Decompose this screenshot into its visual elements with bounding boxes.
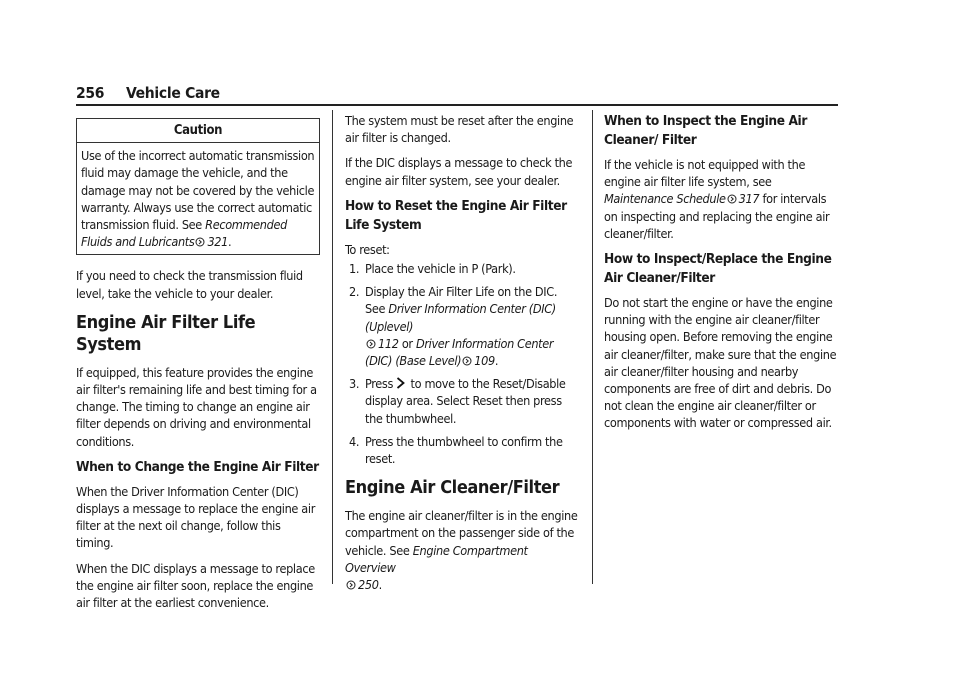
subsection-title-replace: How to Inspect/Replace the Engine Air Cleaner/Filter	[604, 251, 832, 287]
paragraph-text: for intervals on inspecting and replacing the engine air cleaner/filter.	[604, 191, 830, 241]
maintenance-schedule-page[interactable]: 317	[738, 191, 760, 207]
step-text: Place the vehicle in P (Park).	[365, 261, 516, 277]
paragraph-air-filter-intro: If equipped, this feature provides the engine air filter's remaining life and best timing for a change. The timing to change an engine air filter depends on driving and environmental conditions.	[76, 364, 317, 449]
column-left	[76, 112, 320, 619]
list-item	[345, 375, 580, 427]
paragraph-to-reset: To reset:	[345, 241, 390, 257]
paragraph-air-cleaner	[345, 507, 580, 593]
step-text: to move to the Reset/Disable display area. Select Reset then press the thumbwheel.	[365, 376, 566, 426]
paragraph-change-2: When the DIC displays a message to replace the engine air filter soon, replace the engine air filter at the earliest convenience.	[76, 560, 315, 611]
page-title: Vehicle Care	[126, 84, 220, 102]
step-text: Press	[365, 376, 397, 392]
paragraph-if-dic: If the DIC displays a message to check the engine air filter system, see your dealer.	[345, 155, 573, 188]
caution-box	[76, 118, 320, 255]
page-reference-icon	[366, 339, 376, 349]
step-number: 2.	[349, 284, 360, 300]
subsection-title-reset: How to Reset the Engine Air Filter Life System	[345, 197, 567, 233]
step-link-page[interactable]: 112	[378, 335, 399, 351]
caution-title: Caution	[77, 119, 319, 143]
column-right	[604, 112, 840, 440]
page-reference-icon	[346, 580, 356, 590]
paragraph-inspect	[604, 156, 840, 242]
caution-text: Use of the incorrect automatic transmission fluid may damage the vehicle, and the damage may not be covered by the vehicle warranty. Always use the correct automatic transmission fluid. See	[81, 148, 315, 233]
page-header	[76, 82, 838, 106]
paragraph-reset-after: The system must be reset after the engine air filter is changed.	[345, 113, 574, 146]
page-reference-icon	[462, 356, 472, 366]
engine-compartment-page[interactable]: 250	[358, 577, 379, 593]
step-number: 4.	[349, 433, 360, 449]
page-number: 256	[76, 84, 105, 102]
step-number: 1.	[349, 261, 360, 277]
paragraph-replace: Do not start the engine or have the engine running with the engine air cleaner/filter housing open. Before removing the engine air cleaner/filter, make sure that the engine air cleaner/filter housing and nearby components are free of dirt and debris. Do not clean the engine air cleaner/filter or components with water or compressed air.	[604, 295, 837, 431]
page-reference-icon	[195, 237, 205, 247]
paragraph-text: The engine air cleaner/filter is in the engine compartment on the passenger side of the vehicle. See	[345, 508, 578, 558]
step-link-uplevel[interactable]: Driver Information Center (DIC) (Uplevel)	[365, 301, 556, 334]
list-item	[345, 260, 580, 277]
section-title-air-filter-life: Engine Air Filter Life System	[76, 311, 256, 355]
column-divider	[592, 110, 593, 584]
caution-link[interactable]: Recommended Fluids and Lubricants	[81, 217, 287, 250]
maintenance-schedule-link[interactable]: Maintenance Schedule	[604, 191, 726, 207]
list-item	[345, 433, 580, 467]
page-reference-icon	[727, 194, 737, 204]
chevron-right-icon	[396, 377, 405, 389]
subsection-title-inspect: When to Inspect the Engine Air Cleaner/ Filter	[604, 113, 807, 148]
paragraph-change-1: When the Driver Information Center (DIC) displays a message to replace the engine air filter at the next oil change, follow this timing.	[76, 483, 315, 551]
paragraph-check-fluid: If you need to check the transmission fluid level, take the vehicle to your dealer.	[76, 268, 303, 301]
engine-compartment-link[interactable]: Engine Compartment Overview	[345, 542, 528, 575]
column-divider	[332, 110, 333, 584]
paragraph-text: If the vehicle is not equipped with the engine air filter life system, see	[604, 157, 806, 190]
caution-page[interactable]: 321	[207, 234, 229, 250]
caution-end: .	[228, 234, 232, 250]
caution-body	[77, 143, 319, 254]
step-text: or	[398, 335, 416, 351]
step-text: Display the Air Filter Life on the DIC. See	[365, 284, 558, 317]
list-item	[345, 283, 580, 369]
column-middle	[345, 112, 580, 601]
step-text: Press the thumbwheel to confirm the reset.	[365, 433, 563, 467]
step-number: 3.	[349, 376, 360, 392]
reset-steps-list	[345, 260, 580, 467]
paragraph-text: .	[378, 577, 382, 593]
step-text: .	[494, 353, 499, 369]
section-title-air-cleaner: Engine Air Cleaner/Filter	[345, 477, 560, 499]
subsection-title-change-filter: When to Change the Engine Air Filter	[76, 458, 319, 475]
step-link-page[interactable]: 109	[474, 353, 495, 369]
step-link-base[interactable]: Driver Information Center (DIC) (Base Level)	[365, 335, 554, 369]
